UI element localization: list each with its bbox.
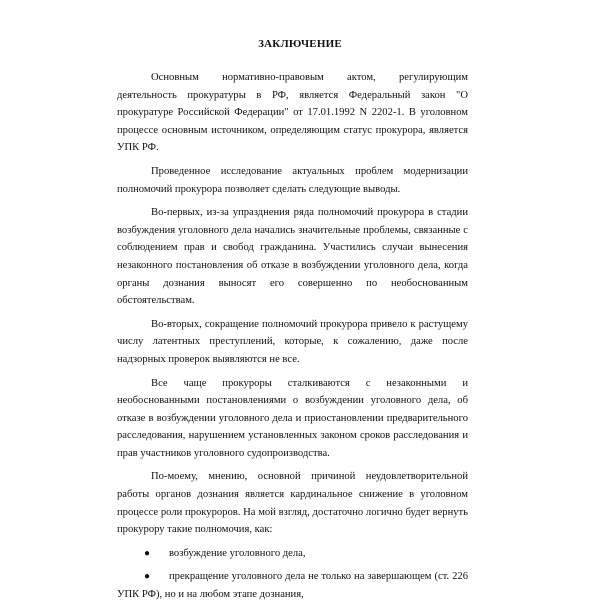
list-item [117, 568, 468, 603]
list-item-text: прекращение уголовного дела не только на завершающем (ст. 226 УПК РФ), но и на любом этапе дознания, [117, 571, 468, 601]
bullet-icon: ● [144, 571, 151, 583]
bullet-list [117, 545, 468, 604]
paragraph-5: Все чаще прокуроры сталкиваются с незаконными и необоснованными постановлениями о возбуждении уголовного дела, об отказе в возбуждении уголовного дела и приостановлении предварительного расследования, нарушением установленных законом сроков расследования и прав участников уголовного судопроизводства. [117, 377, 468, 459]
page-title: ЗАКЛЮЧЕНИЕ [258, 38, 342, 50]
paragraph-3: Во-первых, из-за упразднения ряда полномочий прокурора в стадии возбуждения уголовного дела начались значительные проблемы, связанные с соблюдением прав и свобод гражданина. Участились случаи вынесения незаконного постановления об отказе в возбуждении уголовного дела, когда органы дознания выносят его совершенно по необоснованным обстоятельствам. [117, 207, 468, 307]
paragraph-2: Проведенное исследование актуальных проблем модернизации полномочий прокурора позволяет сделать следующие выводы. [117, 165, 468, 195]
list-item [117, 545, 468, 563]
paragraph-6: По-моему, мнению, основной причиной неудовлетворительной работы органов дознания является кардинальное снижение в уголовном процессе роли прокуроров. На мой взгляд, достаточно логично будет вернуть прокурору такие полномочия, как: [117, 471, 468, 536]
paragraph-4: Во-вторых, сокращение полномочий прокурора привело к растущему числу латентных преступлений, которые, к сожалению, даже после надзорных проверок выявляются не все. [117, 318, 468, 365]
list-item-text: возбуждение уголовного дела, [169, 547, 306, 559]
document-body [117, 69, 468, 610]
bullet-icon: ● [144, 547, 151, 559]
paragraph-1: Основным нормативно-правовым актом, регулирующим деятельность прокуратуры в РФ, является Федеральный закон "О прокуратуре Российской Федерации" от 17.01.1992 N 2202-1. В уголовном процессе основным источником, определяющим статус прокурора, является УПК РФ. [117, 72, 468, 154]
